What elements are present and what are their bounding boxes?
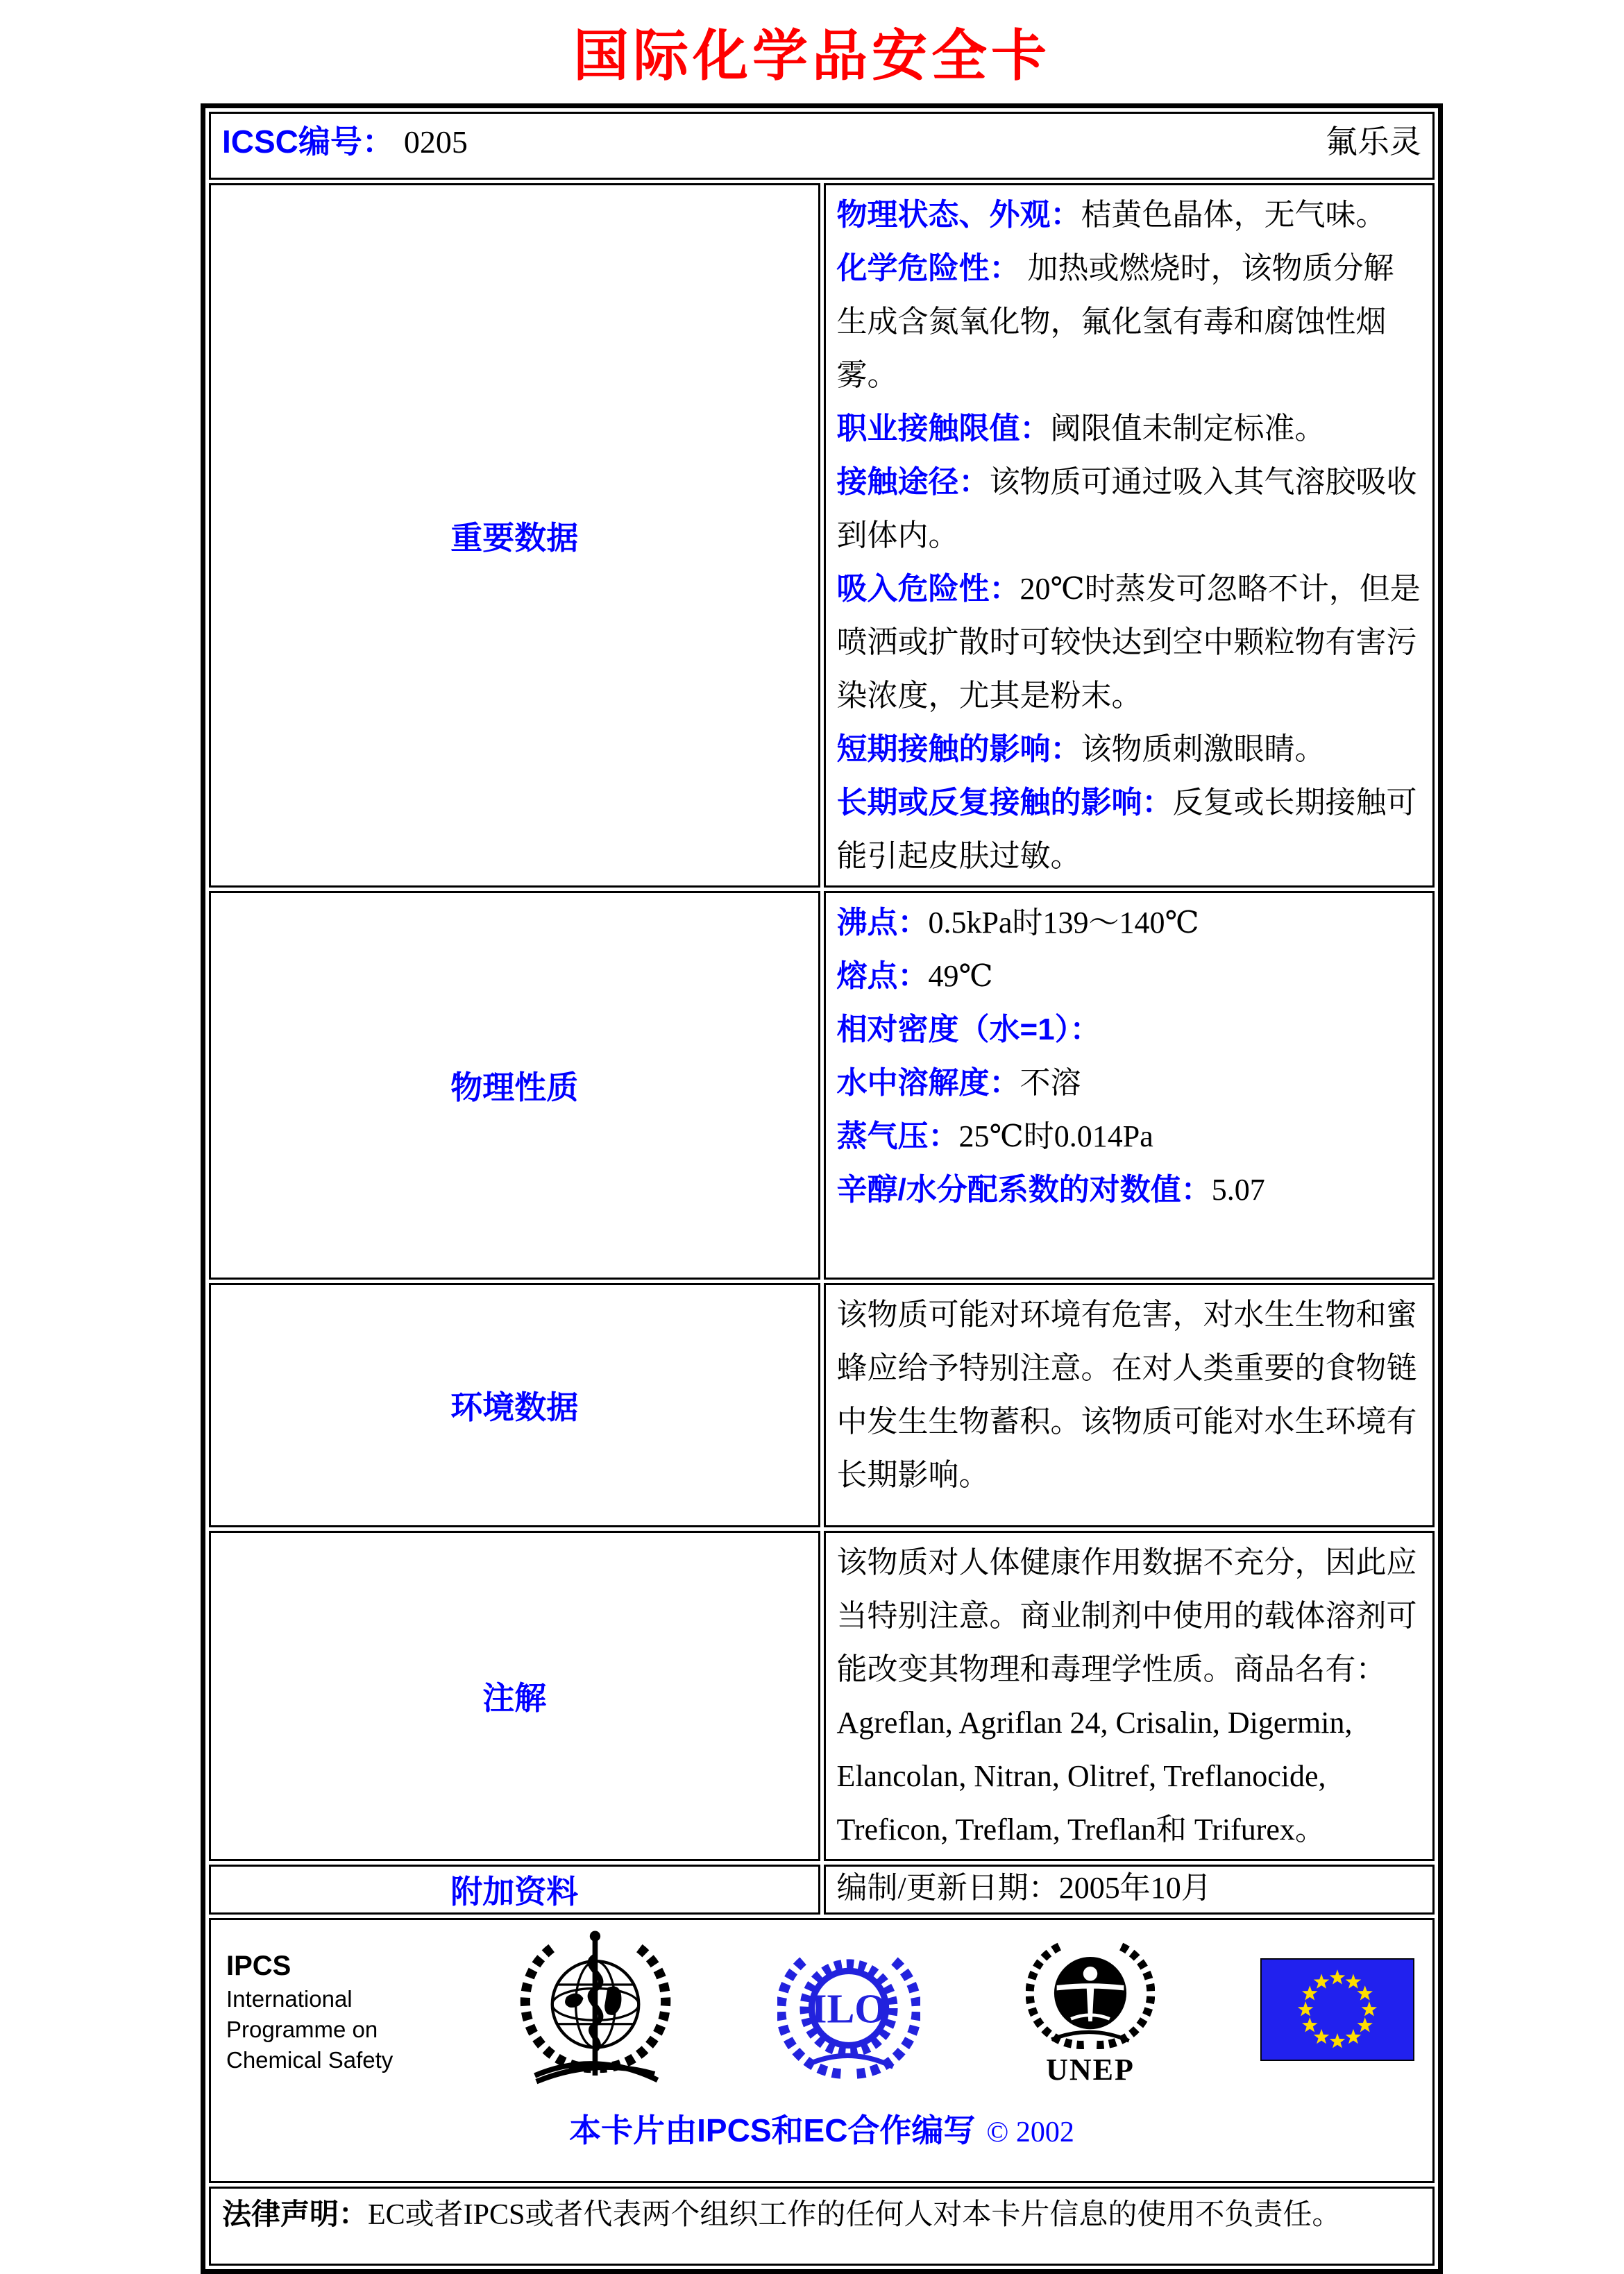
section-title-important-data: 重要数据 bbox=[209, 183, 820, 888]
entry-text: 不溶 bbox=[1020, 1066, 1081, 1100]
icsc-number-value: 0205 bbox=[403, 124, 468, 160]
entry-melting-point bbox=[837, 949, 1422, 1003]
entry-relative-density bbox=[837, 1003, 1422, 1056]
physical-properties-row bbox=[209, 891, 1435, 1280]
copyright-text: © 2002 bbox=[986, 2116, 1074, 2148]
entry-label: 职业接触限值： bbox=[836, 411, 1051, 446]
legal-label: 法律声明： bbox=[222, 2198, 369, 2230]
entry-text: 20℃时蒸发可忽略不计，但是喷洒或扩散时可较快达到空中颗粒物有害污染浓度，尤其是粉末。 bbox=[836, 572, 1421, 713]
entry-text: 49℃ bbox=[928, 959, 993, 993]
section-title-environmental-data: 环境数据 bbox=[209, 1283, 820, 1527]
entry-exposure-route bbox=[837, 455, 1422, 562]
ilo-logo-icon bbox=[777, 1938, 920, 2085]
entry-physical-state bbox=[837, 188, 1422, 241]
entry-text: 该物质刺激眼睛。 bbox=[1081, 732, 1326, 766]
entry-label: 水中溶解度： bbox=[836, 1066, 1020, 1100]
additional-info-content bbox=[824, 1865, 1435, 1915]
entry-label: 吸入危险性： bbox=[836, 572, 1020, 606]
icsc-page bbox=[0, 11, 1624, 2231]
ipcs-text-block bbox=[226, 1948, 414, 2076]
entry-octanol-water bbox=[837, 1163, 1422, 1216]
entry-text: 该物质可通过吸入其气溶胶吸收到体内。 bbox=[836, 465, 1417, 552]
legal-row bbox=[209, 2187, 1435, 2266]
entry-inhalation-risk bbox=[837, 562, 1422, 722]
entry-water-solubility bbox=[837, 1056, 1422, 1110]
entry-label: 相对密度（水=1）： bbox=[836, 1012, 1101, 1046]
chemical-name: 氟乐灵 bbox=[1326, 124, 1421, 160]
entry-label: 短期接触的影响： bbox=[836, 732, 1081, 766]
entry-long-term-effects bbox=[837, 776, 1422, 883]
logos-row bbox=[209, 1918, 1435, 2183]
section-title-additional-info: 附加资料 bbox=[209, 1865, 820, 1915]
entry-chemical-danger bbox=[837, 241, 1422, 402]
entry-label: 接触途径： bbox=[836, 465, 990, 499]
notes-row bbox=[209, 1531, 1435, 1861]
caption-line bbox=[222, 2105, 1421, 2151]
entry-label: 熔点： bbox=[836, 959, 929, 993]
entry-occupational-limit bbox=[837, 402, 1422, 455]
icsc-number-label: ICSC编号： bbox=[222, 124, 394, 160]
entry-label: 长期或反复接触的影响： bbox=[836, 786, 1173, 820]
entry-vapor-pressure bbox=[837, 1110, 1422, 1163]
entry-text: 25℃时0.014Pa bbox=[958, 1119, 1153, 1153]
ipcs-line3: Chemical Safety bbox=[226, 2046, 394, 2073]
entry-short-term-effects bbox=[837, 722, 1422, 776]
additional-info-row bbox=[209, 1865, 1435, 1915]
ipcs-line1: International bbox=[226, 1985, 353, 2012]
who-logo-icon bbox=[519, 1927, 672, 2096]
entry-update-date: 编制/更新日期：2005年10月 bbox=[836, 1871, 1212, 1905]
logos-cell bbox=[209, 1918, 1435, 2183]
unep-logo-block bbox=[1026, 1936, 1155, 2087]
entry-text: 阈限值未制定标准。 bbox=[1050, 411, 1326, 446]
section-title-physical-properties: 物理性质 bbox=[209, 891, 820, 1280]
ipcs-line2: Programme on bbox=[226, 2016, 378, 2042]
entry-text: 反复或长期接触可能引起皮肤过敏。 bbox=[836, 786, 1417, 873]
header-row bbox=[209, 112, 1435, 180]
entry-label: 物理状态、外观： bbox=[836, 198, 1081, 232]
entry-notes: 该物质对人体健康作用数据不充分，因此应当特别注意。商业制剂中使用的载体溶剂可能改变其物理和毒理学性质。商品名有：Agreflan, Agriflan 24, Crisalin, Digermin, Elancolan, Nitran, Olitref, Treflanocide, Treficon, Treflam, Treflan和 Trifurex。 bbox=[836, 1545, 1417, 1847]
entry-label: 化学危险性： bbox=[836, 251, 1020, 285]
unep-logo-icon bbox=[1026, 1936, 1155, 2053]
ipcs-acronym: IPCS bbox=[226, 1950, 291, 1981]
environmental-data-row bbox=[209, 1283, 1435, 1527]
important-data-row bbox=[209, 183, 1435, 888]
icsc-card-table bbox=[201, 103, 1443, 2274]
entry-text: 加热或燃烧时，该物质分解生成含氮氧化物，氟化氢有毒和腐蚀性烟雾。 bbox=[836, 251, 1394, 392]
header-cell bbox=[209, 112, 1435, 180]
entry-environment: 该物质可能对环境有危害，对水生生物和蜜蜂应给予特别注意。在对人类重要的食物链中发生生物蓄积。该物质可能对水生环境有长期影响。 bbox=[836, 1298, 1417, 1492]
entry-text: 5.07 bbox=[1211, 1173, 1265, 1207]
environmental-data-content bbox=[824, 1283, 1435, 1527]
page-title: 国际化学品安全卡 bbox=[573, 26, 1051, 87]
section-title-notes: 注解 bbox=[209, 1531, 820, 1861]
entry-label: 蒸气压： bbox=[836, 1119, 959, 1153]
physical-properties-content bbox=[824, 891, 1435, 1280]
icsc-number-group bbox=[222, 117, 468, 162]
cooperation-caption: 本卡片由IPCS和EC合作编写 bbox=[569, 2112, 976, 2148]
important-data-content bbox=[824, 183, 1435, 888]
entry-boiling-point bbox=[837, 896, 1422, 949]
logos-strip bbox=[222, 1923, 1421, 2096]
legal-text: EC或者IPCS或者代表两个组织工作的任何人对本卡片信息的使用不负责任。 bbox=[368, 2199, 1342, 2231]
unep-logo-text: UNEP bbox=[1046, 2052, 1135, 2087]
eu-flag-icon bbox=[1260, 1958, 1414, 2064]
legal-cell bbox=[209, 2187, 1435, 2266]
ilo-logo-text: ILO bbox=[811, 1985, 887, 2032]
notes-content bbox=[824, 1531, 1435, 1861]
entry-label: 辛醇/水分配系数的对数值： bbox=[836, 1173, 1212, 1207]
entry-text: 0.5kPa时139～140℃ bbox=[928, 906, 1199, 940]
entry-text: 桔黄色晶体，无气味。 bbox=[1081, 198, 1387, 232]
entry-label: 沸点： bbox=[836, 906, 929, 940]
